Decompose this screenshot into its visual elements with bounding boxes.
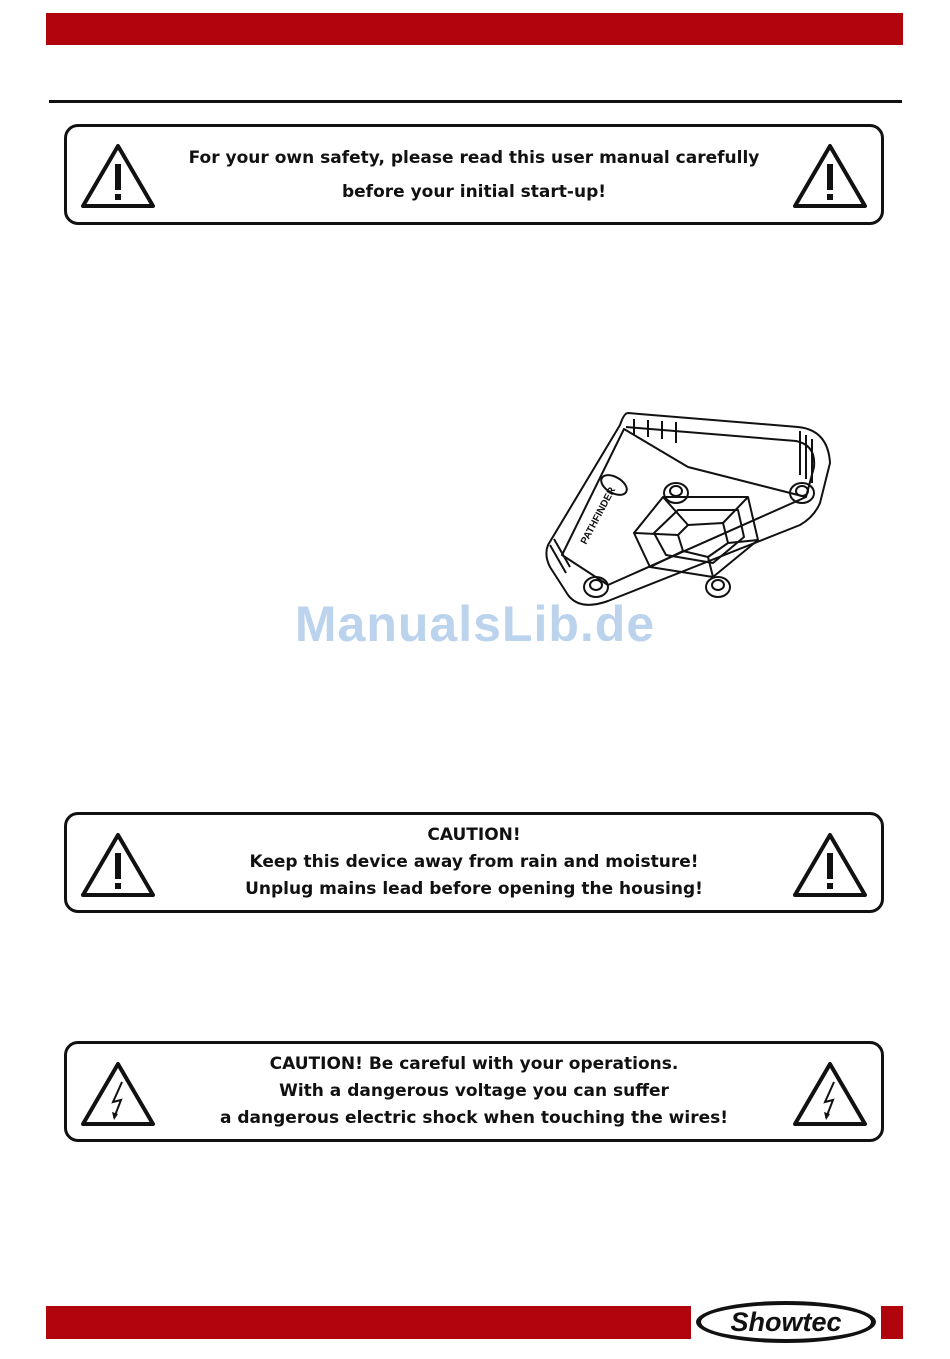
caution-moisture-line-1: CAUTION! (427, 824, 521, 845)
header-red-bar (46, 13, 903, 45)
warning-triangle-icon (79, 142, 157, 210)
header-rule (49, 100, 902, 103)
caution-voltage-line-2: With a dangerous voltage you can suffer (279, 1080, 669, 1101)
warning-triangle-icon (79, 831, 157, 899)
caution-moisture-line-3: Unplug mains lead before opening the housing! (245, 879, 703, 900)
showtec-logo (693, 1298, 879, 1346)
device-illustration (538, 405, 838, 610)
caution-moisture-line-2: Keep this device away from rain and moisture! (249, 851, 699, 872)
caution-voltage-box (64, 1041, 884, 1142)
warning-triangle-icon (791, 831, 869, 899)
safety-notice-line-1: For your own safety, please read this user manual carefully (188, 147, 760, 168)
footer-red-bar-end (881, 1306, 903, 1339)
safety-notice-box (64, 124, 884, 225)
caution-voltage-line-3: a dangerous electric shock when touching the wires! (220, 1108, 728, 1129)
product-label: PATHFINDER (578, 485, 619, 547)
safety-notice-line-2: before your initial start-up! (341, 181, 606, 202)
watermark: ManualsLib.de (294, 596, 656, 652)
brand-logo-text: Showtec (730, 1307, 842, 1337)
electric-shock-triangle-icon (79, 1060, 157, 1128)
footer-red-bar (46, 1306, 691, 1339)
warning-triangle-icon (791, 142, 869, 210)
caution-voltage-line-1: CAUTION! Be careful with your operations. (269, 1053, 679, 1074)
caution-moisture-box (64, 812, 884, 913)
electric-shock-triangle-icon (791, 1060, 869, 1128)
